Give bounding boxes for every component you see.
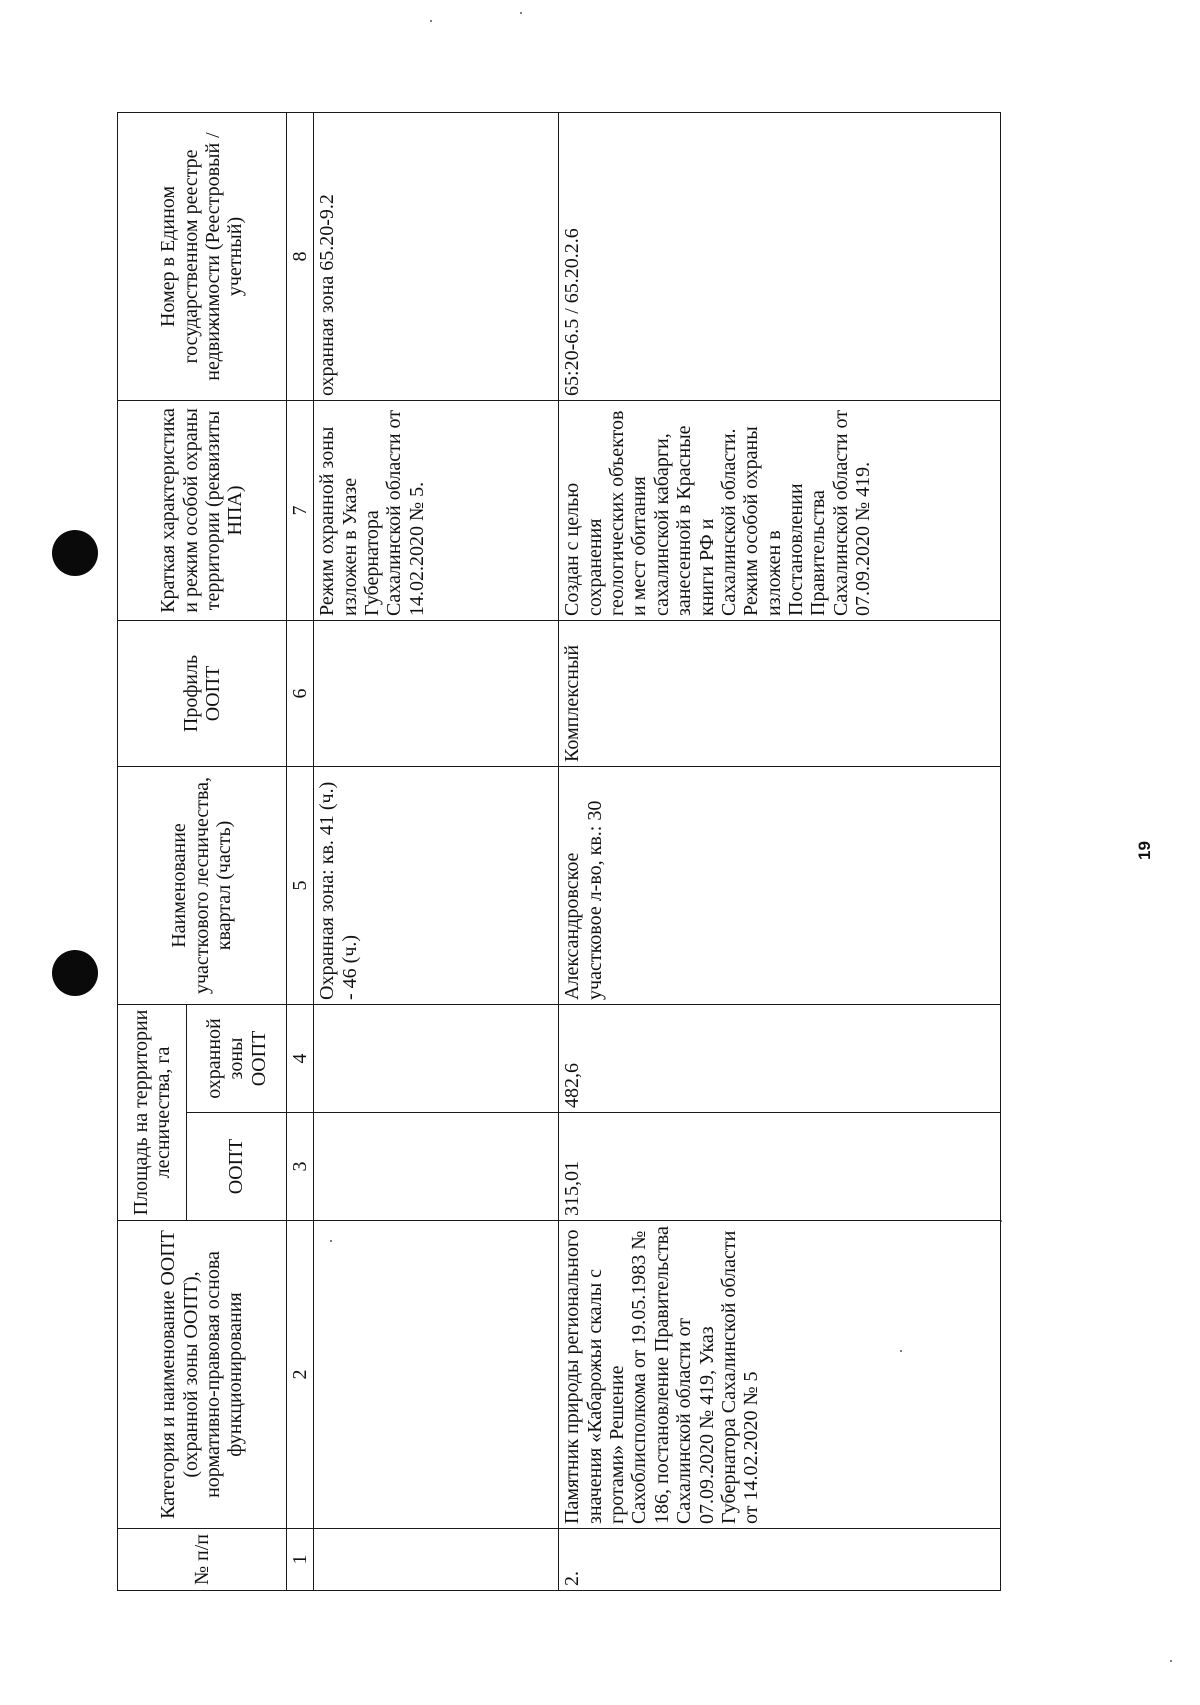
row-registry: охранная зона 65.20-9.2 (314, 112, 559, 400)
row-forestry: Александровское участковое л-во, кв.: 30 (559, 766, 1001, 1004)
col-number: 5 (287, 766, 314, 1004)
page-number: 19 (1135, 841, 1154, 860)
rotated-table-wrapper (117, 113, 1001, 1591)
header-profile: Профиль ООПТ (118, 620, 287, 766)
scan-speck (430, 20, 432, 22)
row-area-oopt: 315,01 (559, 1113, 1001, 1221)
col-number: 1 (287, 1529, 314, 1591)
header-num: № п/п (118, 1529, 287, 1591)
row-regime: Режим охранной зоны изложен в Указе Губернатора Сахалинской области от 14.02.2020 № 5. (314, 400, 559, 620)
col-number: 4 (287, 1004, 314, 1112)
header-row (118, 112, 187, 1590)
col-number: 7 (287, 400, 314, 620)
header-regime: Краткая характеристика и режим особой охраны территории (реквизиты НПА) (118, 400, 287, 620)
scan-speck (1170, 1660, 1172, 1662)
column-number-row (287, 112, 314, 1590)
header-area-oopt: ООПТ (187, 1113, 287, 1221)
header-area-group: Площадь на территории лесничества, га (118, 1004, 187, 1220)
oopt-table (117, 112, 1001, 1591)
row-regime: Создан с целью сохранения геологических объектов и мест обитания сахалинской кабарги, занесенной в Красные книги РФ и Сахалинской области. Режим особой охраны изложен в Постановлении Правительства Сахалинской области от 07.09.2020 № 419. (559, 400, 1001, 620)
header-forestry: Наименование участкового лесничества, квартал (часть) (118, 766, 287, 1004)
punch-hole-bottom (52, 950, 98, 996)
row-number: 2. (559, 1529, 1001, 1591)
row-area-zone: 482,6 (559, 1004, 1001, 1112)
col-number: 6 (287, 620, 314, 766)
row-profile: Комплексный (559, 620, 1001, 766)
scan-speck (520, 12, 522, 14)
col-number: 8 (287, 112, 314, 400)
col-number: 3 (287, 1113, 314, 1221)
table-row (559, 112, 1001, 1590)
row-registry: 65:20-6.5 / 65.20.2.6 (559, 112, 1001, 400)
row-name: Памятник природы регионального значения «Кабарожьи скалы с гротами» Решение Сахоблисполкома от 19.05.1983 № 186, постановление Правительства Сахалинской области от 07.09.2020 № 419, Указ Губернатора Сахалинской области от 14.02.2020 № 5 (559, 1221, 1001, 1529)
header-registry: Номер в Едином государственном реестре недвижимости (Реестровый / учетный) (118, 112, 287, 400)
row-number (314, 1529, 559, 1591)
row-forestry: Охранная зона: кв. 41 (ч.) - 46 (ч.) (314, 766, 559, 1004)
row-name (314, 1221, 559, 1529)
table-row (314, 112, 559, 1590)
header-area-zone: охранной зоны ООПТ (187, 1004, 287, 1112)
header-category: Категория и наименование ООПТ (охранной зоны ООПТ), нормативно-правовая основа функционирования (118, 1221, 287, 1529)
punch-hole-top (52, 530, 98, 576)
row-area-zone (314, 1004, 559, 1112)
row-area-oopt (314, 1113, 559, 1221)
row-profile (314, 620, 559, 766)
col-number: 2 (287, 1221, 314, 1529)
